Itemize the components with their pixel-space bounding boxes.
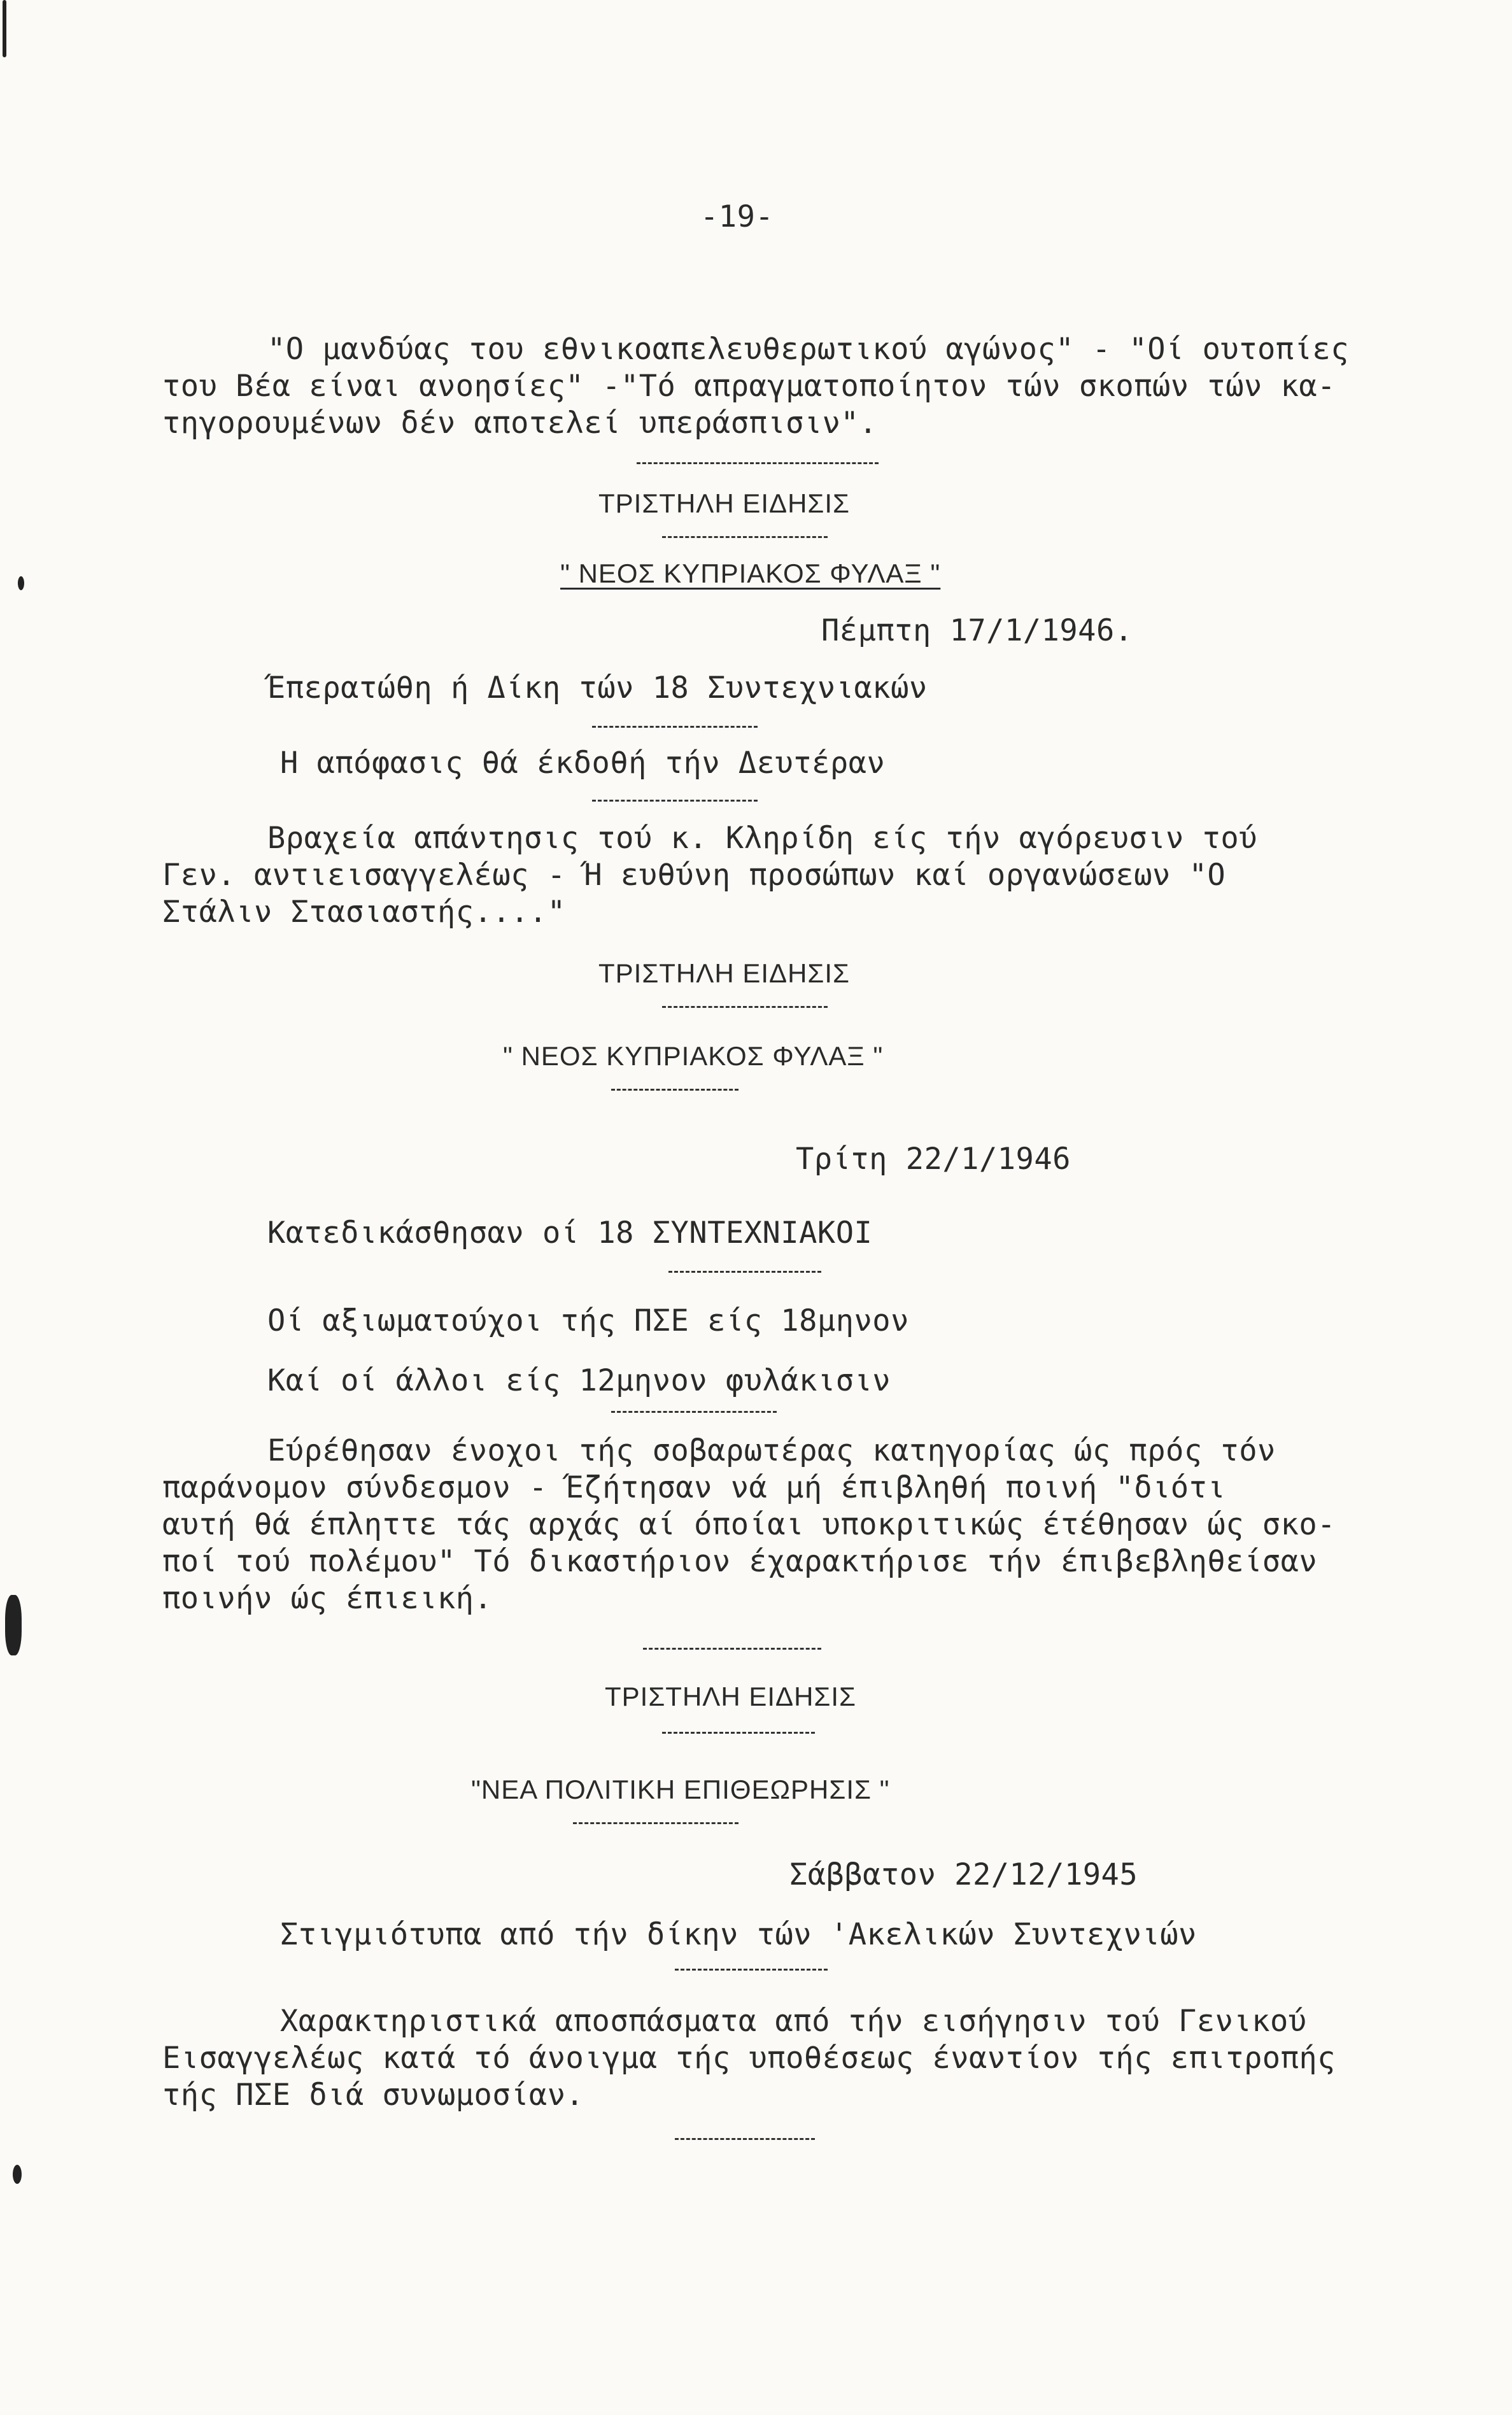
- source-label: ΤΡΙΣΤΗΛΗ ΕΙΔΗΣΙΣ: [598, 958, 851, 988]
- divider: [643, 1648, 821, 1650]
- summary-line: Εισαγγελέως κατά τό άνοιγμα τής υποθέσεως έναντίον τής επιτροπής: [162, 2041, 1336, 2076]
- subheadline: Η απόφασις θά έκδοθή τήν Δευτέραν: [280, 746, 886, 781]
- summary-line: Βραχεία απάντησις τού κ. Κληρίδη είς τήν αγόρευσιν τού: [267, 821, 1258, 856]
- divider: [675, 1969, 828, 1971]
- page-number: -19-: [700, 199, 774, 234]
- source-label: ΤΡΙΣΤΗΛΗ ΕΙΔΗΣΙΣ: [605, 1682, 857, 1711]
- divider: [675, 2138, 815, 2140]
- summary-line: Στάλιν Στασιαστής....": [162, 895, 566, 930]
- newspaper-name: " ΝΕΟΣ ΚΥΠΡΙΑΚΟΣ ΦΥΛΑΞ ": [503, 1041, 884, 1071]
- quote-line: τηγορουμένων δέν αποτελεί υπεράσπισιν".: [162, 406, 878, 441]
- margin-mark: [5, 1595, 22, 1655]
- margin-mark: [18, 576, 24, 590]
- divider: [668, 1271, 821, 1273]
- subheadline: Οί αξιωματούχοι τής ΠΣΕ είς 18μηνον: [267, 1303, 909, 1338]
- quote-line: "Ο μανδύας του εθνικοαπελευθερωτικού αγώνος" - "Οί ουτοπίες: [267, 332, 1349, 367]
- article-date: Σάββατον 22/12/1945: [789, 1857, 1138, 1892]
- newspaper-name: " ΝΕΟΣ ΚΥΠΡΙΑΚΟΣ ΦΥΛΑΞ ": [560, 558, 941, 588]
- headline: Έπερατώθη ή Δίκη τών 18 Συντεχνιακών: [267, 670, 928, 705]
- summary-line: τής ΠΣΕ διά συνωμοσίαν.: [162, 2078, 584, 2113]
- divider: [573, 1822, 738, 1824]
- summary-line: ποινήν ώς έπιεική.: [162, 1581, 493, 1616]
- newspaper-name: "ΝΕΑ ΠΟΛΙΤΙΚΗ ΕΠΙΘΕΩΡΗΣΙΣ ": [471, 1774, 890, 1804]
- source-label: ΤΡΙΣΤΗΛΗ ΕΙΔΗΣΙΣ: [598, 488, 851, 518]
- summary-line: Γεν. αντιεισαγγελέως - Ή ευθύνη προσώπων καί οργανώσεων "Ο: [162, 858, 1226, 893]
- divider: [611, 1411, 777, 1413]
- margin-mark: [3, 0, 6, 57]
- divider: [637, 462, 879, 464]
- article-date: Τρίτη 22/1/1946: [796, 1142, 1071, 1177]
- summary-line: Χαρακτηριστικά αποσπάσματα από τήν εισήγησιν τού Γενικού: [280, 2004, 1307, 2039]
- quote-line: του Βέα είναι ανοησίες" -"Τό απραγματοποίητον τών σκοπών τών κα-: [162, 369, 1336, 404]
- summary-line: Εύρέθησαν ένοχοι τής σοβαρωτέρας κατηγορίας ώς πρός τόν: [267, 1433, 1276, 1468]
- divider: [592, 726, 758, 728]
- divider: [662, 536, 828, 538]
- article-date: Πέμπτη 17/1/1946.: [821, 613, 1133, 648]
- summary-line: ποί τού πολέμου" Τό δικαστήριον έχαρακτήρισε τήν έπιβεβληθείσαν: [162, 1544, 1318, 1579]
- margin-mark: [13, 2165, 22, 2184]
- headline: Στιγμιότυπα από τήν δίκην τών 'Ακελικών Συντεχνιών: [280, 1917, 1197, 1952]
- divider: [592, 800, 758, 802]
- summary-line: αυτή θά έπληττε τάς αρχάς αί όποίαι υποκριτικώς έτέθησαν ώς σκο-: [162, 1507, 1336, 1542]
- divider: [611, 1089, 738, 1091]
- divider: [662, 1732, 815, 1734]
- divider: [662, 1006, 828, 1008]
- subheadline: Καί οί άλλοι είς 12μηνον φυλάκισιν: [267, 1363, 891, 1398]
- summary-line: παράνομον σύνδεσμον - Έζήτησαν νά μή έπιβληθή ποινή "διότι: [162, 1470, 1226, 1505]
- headline: Κατεδικάσθησαν οί 18 ΣΥΝΤΕΧΝΙΑΚΟΙ: [267, 1215, 873, 1250]
